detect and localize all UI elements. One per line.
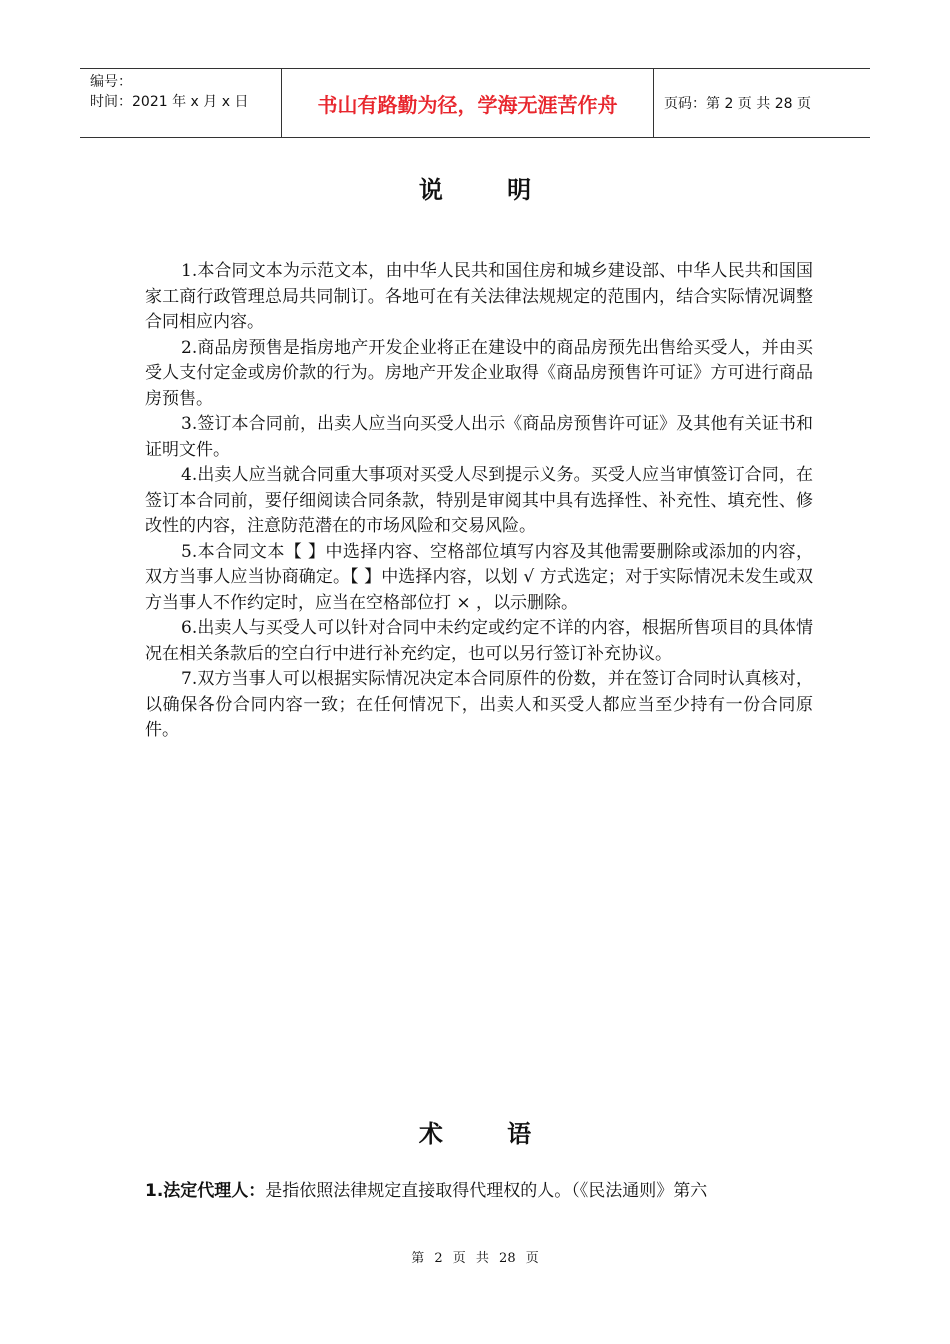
section-title-explanation: 说 明 bbox=[418, 176, 560, 204]
explanation-paragraph: 7.双方当事人可以根据实际情况决定本合同原件的份数，并在签订合同时认真核对，以确保各份合同内容一致；在任何情况下，出卖人和买受人都应当至少持有一份合同原件。 bbox=[145, 669, 813, 740]
term-item bbox=[145, 1179, 813, 1204]
explanation-body bbox=[145, 259, 813, 744]
term-label: 1.法定代理人： bbox=[145, 1181, 266, 1201]
number-label: 编号： bbox=[90, 74, 132, 90]
explanation-paragraph: 5.本合同文本【 】中选择内容、空格部位填写内容及其他需要删除或添加的内容，双方当事人应当协商确定。【 】中选择内容，以划 √ 方式选定；对于实际情况未发生或双方当事人不作约定时，应当在空格部位打 × ，以示删除。 bbox=[145, 541, 813, 613]
explanation-paragraph: 6.出卖人与买受人可以针对合同中未约定或约定不详的内容，根据所售项目的具体情况在相关条款后的空白行中进行补充约定，也可以另行签订补充协议。 bbox=[145, 618, 813, 664]
header-meta bbox=[80, 69, 282, 137]
explanation-paragraph: 2.商品房预售是指房地产开发企业将正在建设中的商品房预先出售给买受人，并由买受人支付定金或房价款的行为。房地产开发企业取得《商品房预售许可证》方可进行商品房预售。 bbox=[145, 337, 813, 409]
header-motto: 书山有路勤为径，学海无涯苦作舟 bbox=[282, 69, 654, 137]
section-title-terms: 术 语 bbox=[418, 1120, 560, 1148]
term-text: 是指依照法律规定直接取得代理权的人。（《民法通则》第六 bbox=[265, 1181, 708, 1201]
time-label: 时间：2021 年 x 月 x 日 bbox=[90, 94, 249, 110]
page-header bbox=[80, 68, 870, 138]
explanation-paragraph: 4.出卖人应当就合同重大事项对买受人尽到提示义务。买受人应当审慎签订合同，在签订本合同前，要仔细阅读合同条款，特别是审阅其中具有选择性、补充性、填充性、修改性的内容，注意防范潜在的市场风险和交易风险。 bbox=[145, 465, 813, 536]
explanation-paragraph: 1.本合同文本为示范文本，由中华人民共和国住房和城乡建设部、中华人民共和国国家工商行政管理总局共同制订。各地可在有关法律法规规定的范围内，结合实际情况调整合同相应内容。 bbox=[145, 261, 813, 332]
explanation-paragraph: 3.签订本合同前，出卖人应当向买受人出示《商品房预售许可证》及其他有关证书和证明文件。 bbox=[145, 414, 813, 460]
header-page-info: 页码：第 2 页 共 28 页 bbox=[664, 96, 811, 112]
page-footer: 第 2 页 共 28 页 bbox=[411, 1251, 539, 1266]
